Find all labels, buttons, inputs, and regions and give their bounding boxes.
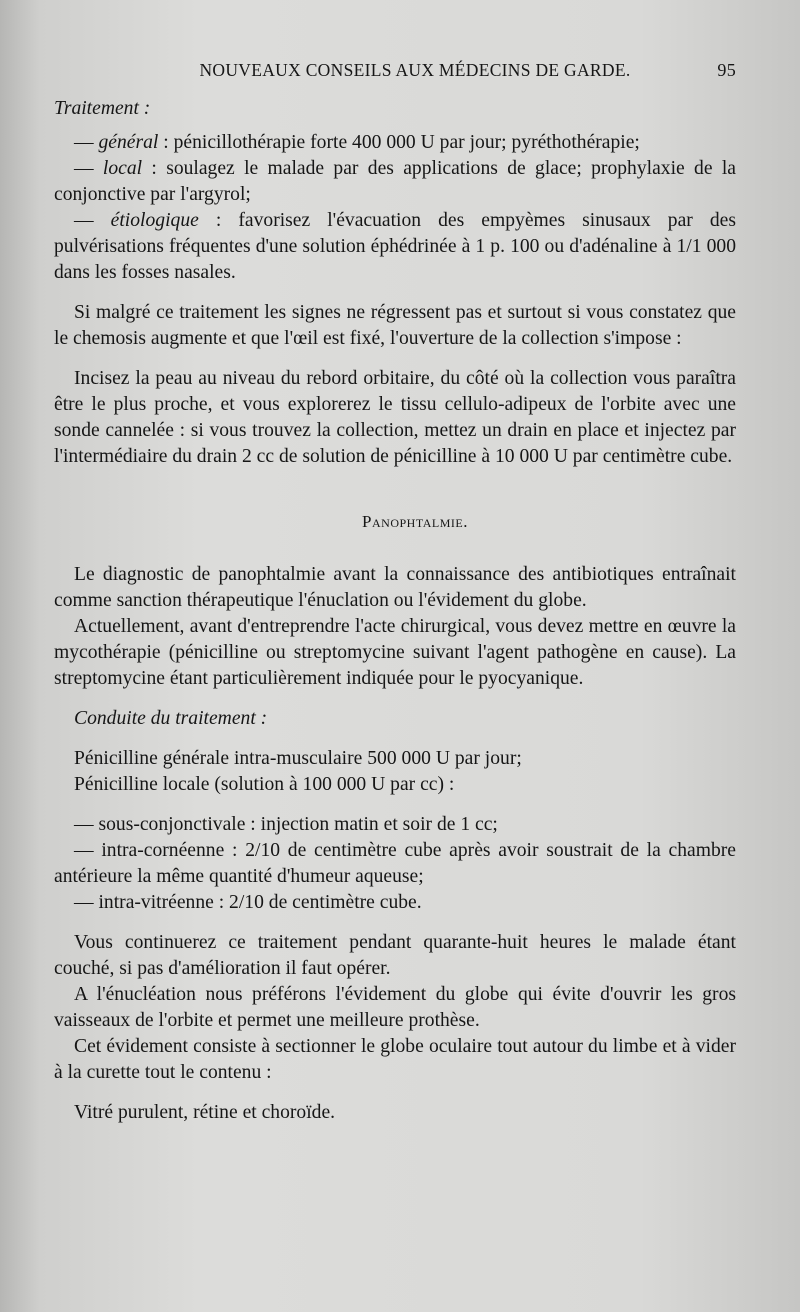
traitement-general: — général : pénicillothérapie forte 400 000 U par jour; pyréthothérapie; — [74, 132, 640, 153]
local-label: local — [102, 158, 143, 179]
item-intra-corneenne: — intra-cornéenne : 2/10 de centimètre cube après avoir soustrait de la chambre antérieure la même quantité d'humeur aqueuse; — [54, 840, 736, 887]
paragraph-incisez: Incisez la peau au niveau du rebord orbitaire, du côté où la collection vous paraîtra être le plus proche, et vous explorerez le tissu cellulo-adipeux de l'orbite avec une sonde cannelée : si vous trouvez la collection, mettez un drain en place et injectez par l'intermédiaire du drain 2 cc de solution de pénicilline à 10 000 U par centimètre cube. — [54, 368, 736, 467]
running-header — [54, 60, 736, 96]
conduite-heading: Conduite du traitement : — [74, 708, 268, 729]
general-label: général — [98, 132, 159, 153]
traitement-heading: Traitement : — [54, 98, 151, 119]
general-text: : pénicillothérapie forte 400 000 U par jour; pyréthothérapie; — [158, 132, 640, 153]
paragraph-evidement: Cet évidement consiste à sectionner le globe oculaire tout autour du limbe et à vider à la curette tout le contenu : — [54, 1036, 736, 1083]
traitement-etiologique: — étiologique : favorisez l'évacuation des empyèmes sinusaux par des pulvérisations fréquentes d'une solution éphédrinée à 1 p. 100 ou d'adénaline à 1/1 000 dans les fosses nasales. — [54, 210, 736, 283]
paragraph-si-malgre: Si malgré ce traitement les signes ne régressent pas et surtout si vous constatez que le chemosis augmente et que l'œil est fixé, l'ouverture de la collection s'impose : — [54, 302, 736, 349]
etiologique-label: étiologique — [110, 210, 199, 231]
paragraph-diagnostic: Le diagnostic de panophtalmie avant la connaissance des antibiotiques entraînait comme sanction thérapeutique l'énuclation ou l'évidement du globe. — [54, 564, 736, 611]
paragraph-actuellement: Actuellement, avant d'entreprendre l'acte chirurgical, vous devez mettre en œuvre la mycothérapie (pénicilline ou streptomycine suivant l'agent pathogène en cause). La streptomycine étant particulièrement indiquée pour le pyocyanique. — [54, 616, 736, 689]
traitement-local: — local : soulagez le malade par des applications de glace; prophylaxie de la conjonctive par l'argyrol; — [54, 158, 736, 205]
section-title-panophtalmie: Panophtalmie. — [362, 512, 468, 531]
running-title: NOUVEAUX CONSEILS AUX MÉDECINS DE GARDE. — [199, 60, 631, 80]
etiologique-text: : favorisez l'évacuation des empyèmes sinusaux par des pulvérisations fréquentes d'une solution éphédrinée à 1 p. 100 ou d'adénaline à 1/1 000 dans les fosses nasales. — [54, 210, 736, 283]
penicilline-generale: Pénicilline générale intra-musculaire 500 000 U par jour; — [74, 748, 522, 769]
local-text: : soulagez le malade par des applications de glace; prophylaxie de la conjonctive par l'argyrol; — [54, 158, 736, 205]
paragraph-enucleation: A l'énucléation nous préférons l'évidement du globe qui évite d'ouvrir les gros vaisseaux de l'orbite et permet une meilleure prothèse. — [54, 984, 736, 1031]
paragraph-continuerez: Vous continuerez ce traitement pendant quarante-huit heures le malade étant couché, si pas d'amélioration il faut opérer. — [54, 932, 736, 979]
page-number: 95 — [717, 60, 736, 80]
item-sous-conjonctivale: — sous-conjonctivale : injection matin et soir de 1 cc; — [74, 814, 498, 835]
penicilline-locale: Pénicilline locale (solution à 100 000 U par cc) : — [74, 774, 455, 795]
paragraph-vitre: Vitré purulent, rétine et choroïde. — [74, 1102, 336, 1123]
item-intra-vitreenne: — intra-vitréenne : 2/10 de centimètre cube. — [74, 892, 422, 913]
